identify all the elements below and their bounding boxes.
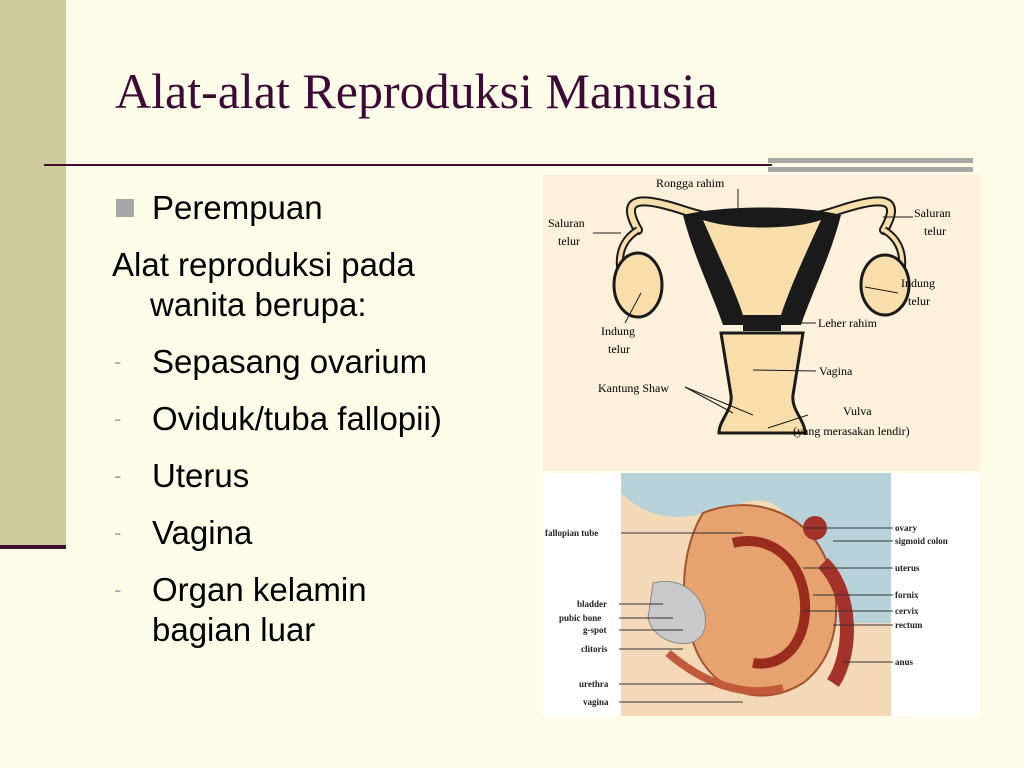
label-anus: anus (895, 657, 914, 667)
label-vagina: Vagina (819, 364, 853, 378)
label-vulva: Vulva (843, 404, 872, 418)
label-bladder: bladder (577, 599, 608, 609)
label-cervix: cervix (895, 606, 919, 616)
bullet-heading: Perempuan (112, 188, 532, 228)
dash-bullet-icon: - (114, 577, 122, 602)
label-uterus: uterus (895, 563, 920, 573)
svg-text:(yang merasakan lendir): (yang merasakan lendir) (793, 424, 910, 438)
decorative-grey-bars (768, 158, 973, 172)
label-ovary: ovary (895, 523, 917, 533)
pelvic-cross-section-svg (543, 473, 980, 716)
label-clitoris: clitoris (581, 644, 608, 654)
svg-text:telur: telur (908, 294, 930, 308)
svg-text:telur: telur (558, 234, 580, 248)
label-saluran-right: Saluran (914, 206, 951, 220)
label-leher-rahim: Leher rahim (818, 316, 877, 330)
svg-text:telur: telur (924, 224, 946, 238)
label-saluran-left: Saluran (548, 216, 585, 230)
left-accent-tick (0, 545, 66, 549)
pelvic-cross-section-diagram (543, 473, 980, 716)
list-item: - Organ kelamin bagian luar (114, 571, 367, 648)
label-rectum: rectum (895, 620, 923, 630)
uterus-diagram-svg (543, 175, 980, 471)
dash-bullet-icon: - (114, 406, 122, 431)
left-ovary-shape (614, 253, 662, 317)
dash-bullet-icon: - (114, 349, 122, 374)
label-sigmoid-colon: sigmoid colon (895, 536, 948, 546)
label-fallopian-tube: fallopian tube (545, 528, 599, 538)
label-urethra: urethra (579, 679, 609, 689)
list-item: - Oviduk/tuba fallopii) (114, 400, 442, 437)
label-pubic-bone: pubic bone (559, 613, 602, 623)
bullet-list (112, 188, 532, 667)
left-accent-bar (0, 0, 66, 545)
label-g-spot: g-spot (583, 625, 607, 635)
label-indung-right: Indung (901, 276, 935, 290)
square-bullet-icon (116, 199, 134, 217)
label-fornix: fornix (895, 590, 919, 600)
intro-text: Alat reproduksi pada wanita berupa: (112, 246, 415, 323)
list-item: - Uterus (114, 457, 250, 494)
list-item: - Sepasang ovarium (114, 343, 428, 380)
svg-text:telur: telur (608, 342, 630, 356)
label-indung-left: Indung (601, 324, 635, 338)
list-item: - Vagina (114, 514, 253, 551)
slide-title: Alat-alat Reproduksi Manusia (115, 63, 718, 119)
dash-bullet-icon: - (114, 520, 122, 545)
dash-bullet-icon: - (114, 463, 122, 488)
label-vagina-bottom: vagina (583, 697, 609, 707)
uterus-diagram (543, 175, 980, 471)
vagina-shape (719, 333, 805, 433)
label-rongga-rahim: Rongga rahim (656, 176, 725, 190)
title-divider (44, 164, 772, 166)
label-kantung-shaw: Kantung Shaw (598, 381, 669, 395)
